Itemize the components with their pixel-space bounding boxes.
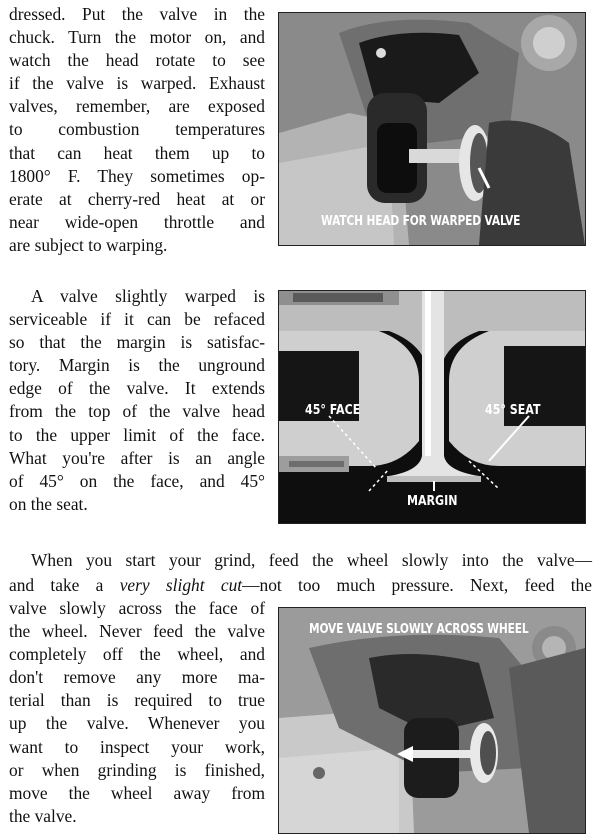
diagram-face-label: 45° FACE [305,403,361,418]
text-line: valves, remember, are exposed [9,96,265,117]
text-line: want to inspect your work, [9,736,265,757]
text-line: valve slowly across the face of [9,598,265,618]
photo-valve-in-chuck-illustration [279,13,585,245]
text-line: if the valve is warped. Exhaust [9,73,265,94]
text-line: chuck. Turn the motor on, and [9,27,265,48]
text-line: to the upper limit of the face. [9,424,265,445]
diagram-margin-label: MARGIN [407,494,458,509]
diagram-seat-label: 45° SEAT [485,403,541,418]
text-line: up the valve. Whenever you [9,713,265,734]
text-line: dressed. Put the valve in the [9,4,265,24]
text-fragment: and take a [9,575,120,595]
paragraph-grind-rest [9,597,265,828]
text-fragment: —not too much pressure. Next, feed the [242,575,592,595]
text-line: move the wheel away from [9,782,265,803]
text-line: don't remove any more ma- [9,667,265,688]
paragraph-margin [9,285,265,516]
text-line: erate at cherry-red heat at or [9,188,265,209]
text-line: A valve slightly warped is [31,286,265,306]
emphasis-text: very slight cut [119,575,243,595]
paragraph-warped-valve [9,3,265,257]
paragraph-grind-line2 [9,574,592,597]
text-line: terial than is required to true [9,690,265,711]
text-line: of 45° on the face, and 45° [9,470,265,491]
photo-valve-across-wheel [278,607,586,834]
text-line: watch the head rotate to see [9,50,265,71]
diagram-valve-cross-section [278,290,586,524]
text-line: What you're after is an angle [9,447,265,468]
text-line: tory. Margin is the unground [9,355,265,376]
text-line: to combustion temperatures [9,119,265,140]
text-line: serviceable if it can be refaced [9,309,265,330]
text-line: near wide-open throttle and [9,211,265,232]
text-line: completely off the wheel, and [9,644,265,665]
photo3-caption: MOVE VALVE SLOWLY ACROSS WHEEL [309,622,529,637]
text-line: so that the margin is satisfac- [9,332,265,353]
text-line: 1800° F. They sometimes op- [9,165,265,186]
text-line: from the top of the valve head [9,401,265,422]
photo-valve-in-chuck [278,12,586,246]
text-line [9,574,592,597]
paragraph-grind-line1 [31,549,592,572]
text-line: on the seat. [9,493,88,514]
text-line: When you start your grind, feed the wheel slowly into the valve— [31,550,592,570]
text-line: or when grinding is finished, [9,759,265,780]
text-line: are subject to warping. [9,234,168,255]
text-line: the wheel. Never feed the valve [9,621,265,642]
text-line: the valve. [9,805,77,826]
photo-valve-across-wheel-illustration [279,608,585,833]
text-line: edge of the valve. It extends [9,378,265,399]
text-line: that can heat them up to [9,142,265,163]
photo1-caption: WATCH HEAD FOR WARPED VALVE [321,214,521,229]
